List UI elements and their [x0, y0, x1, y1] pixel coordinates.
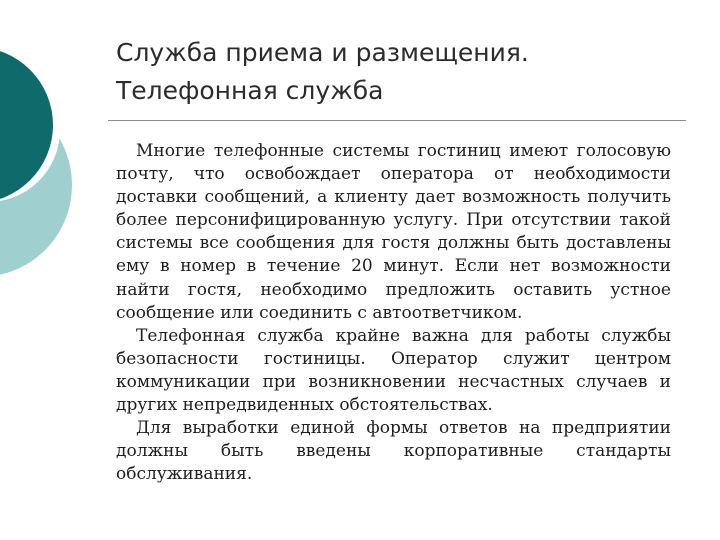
decorative-circles — [0, 0, 110, 300]
slide-title-line-1: Служба приема и размещения. — [116, 38, 529, 67]
slide-title — [116, 34, 696, 110]
paragraph-security: Телефонная служба крайне важна для работы службы безопасности гостиницы. Оператор служит центром коммуникации при возникновении несчастных случаев и других непредвиденных обстоятельствах. — [116, 325, 671, 416]
slide-title-line-2: Телефонная служба — [116, 76, 384, 105]
paragraph-standards: Для выработки единой формы ответов на предприятии должны быть введены корпоративные стандарты обслуживания. — [116, 418, 671, 485]
title-divider — [108, 120, 686, 121]
body-text — [116, 140, 671, 486]
paragraph-voicemail: Многие телефонные системы гостиниц имеют голосовую почту, что освобождает оператора от необходимости доставки сообщений, а клиенту дает возможность получить более персонифицированную услугу. При отсутствии такой системы все сообщения для гостя должны быть доставлены ему в номер в течение 20 минут. Если нет возможности найти гостя, необходимо предложить оставить устное сообщение или соединить с автоответчиком. — [116, 141, 671, 323]
